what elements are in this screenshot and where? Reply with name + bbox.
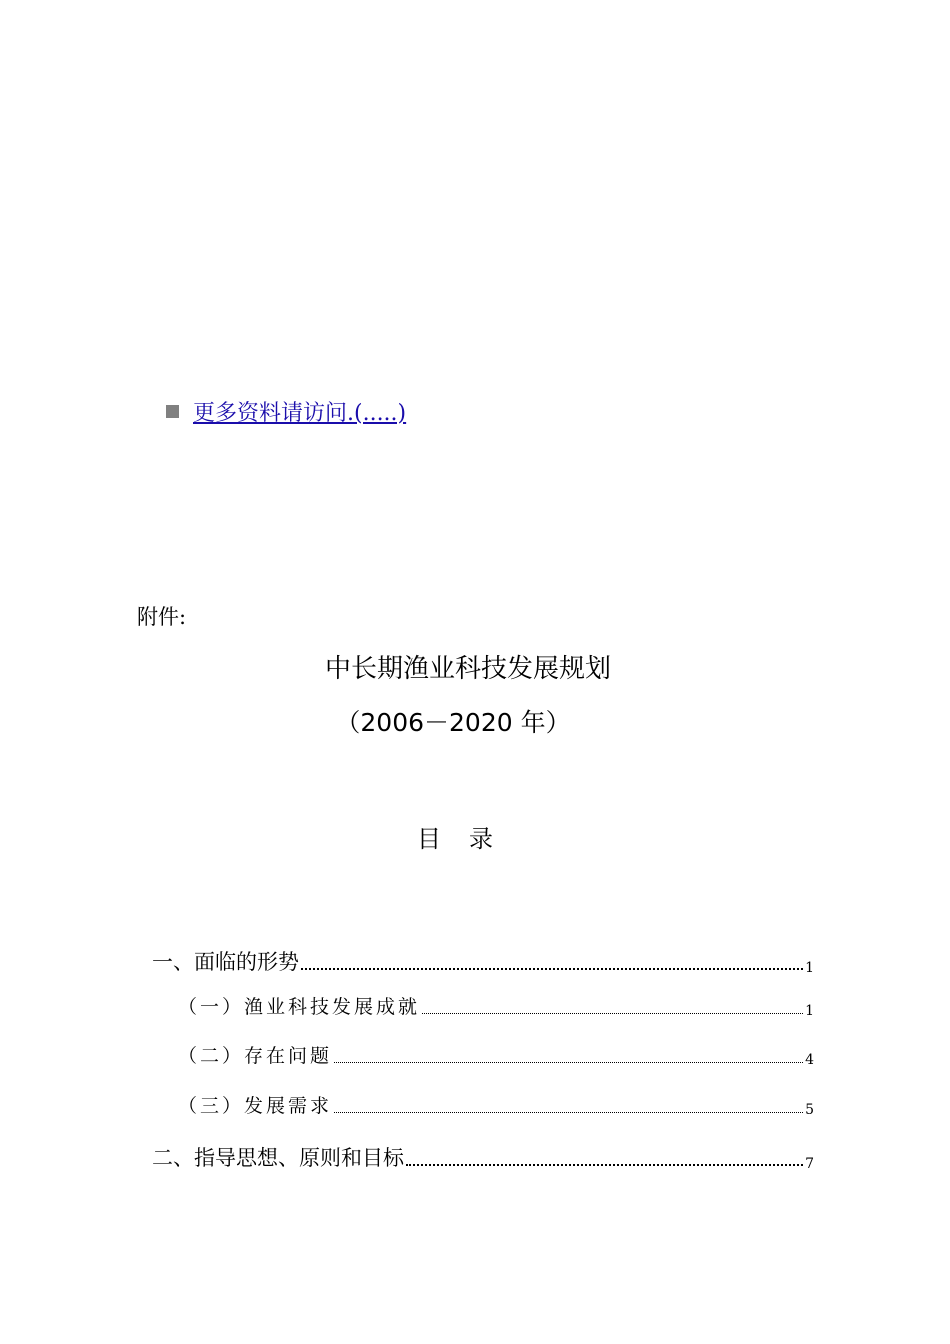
toc-leader-dots	[406, 1164, 803, 1166]
toc-entry[interactable]	[178, 992, 814, 1019]
toc-leader-dots	[334, 1112, 803, 1113]
document-subtitle: （2006－2020 年）	[335, 708, 571, 737]
toc-entry-page: 5	[805, 1102, 814, 1118]
toc-leader-dots	[301, 968, 803, 970]
toc-entry-label: 一、面临的形势	[152, 950, 299, 974]
toc-entry[interactable]	[178, 1041, 814, 1068]
square-bullet-icon	[166, 405, 179, 418]
toc-heading: 目录	[417, 825, 521, 853]
toc-leader-dots	[334, 1062, 803, 1063]
document-title: 中长期渔业科技发展规划	[324, 654, 611, 684]
toc-leader-dots	[422, 1013, 803, 1014]
toc-entry[interactable]	[178, 1091, 814, 1118]
toc-entry[interactable]	[152, 946, 814, 976]
more-resources-link[interactable]: 更多资料请访问.(.....)	[193, 401, 407, 426]
toc-entry-label: （二）存在问题	[178, 1045, 333, 1067]
resource-link-row	[166, 396, 406, 427]
toc-entry-page: 1	[805, 1003, 814, 1019]
toc-entry-label: （三）发展需求	[178, 1095, 333, 1117]
toc-entry-page: 1	[805, 960, 814, 976]
toc-entry-page: 4	[805, 1052, 814, 1068]
attachment-label: 附件:	[137, 605, 187, 629]
toc-entry[interactable]	[152, 1142, 814, 1172]
toc-entry-page: 7	[805, 1156, 814, 1172]
toc-entry-label: 二、指导思想、原则和目标	[152, 1146, 404, 1170]
toc-entry-label: （一）渔业科技发展成就	[178, 996, 421, 1018]
